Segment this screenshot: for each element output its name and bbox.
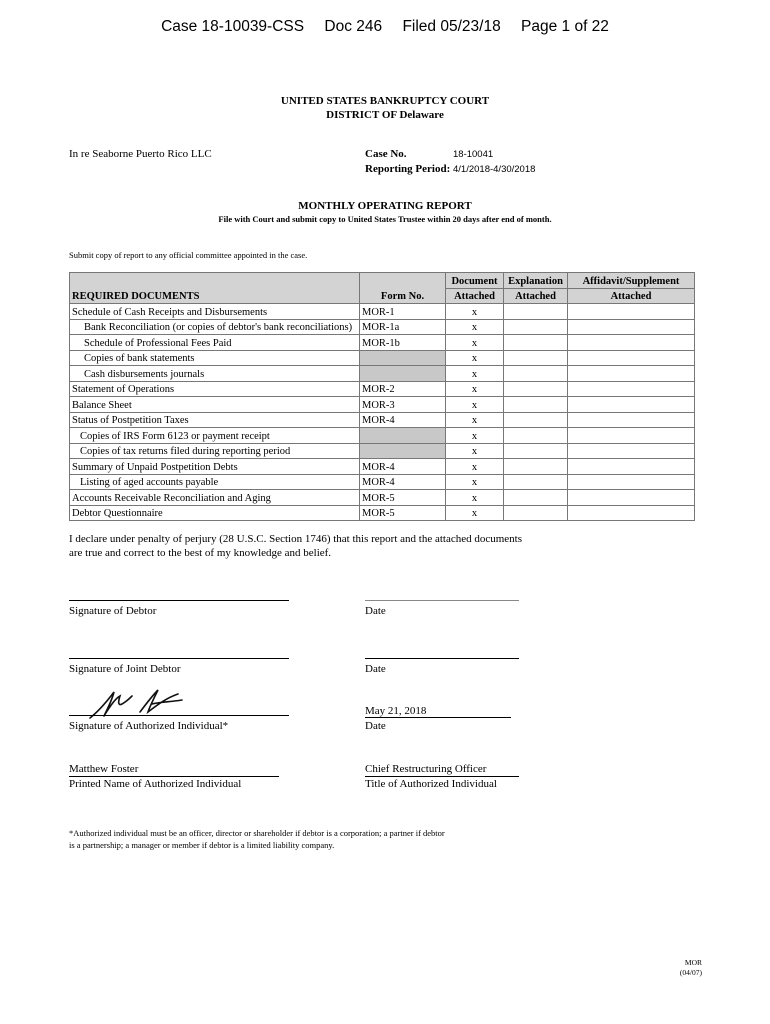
row-document: Copies of bank statements: [70, 350, 360, 366]
table-row: [70, 319, 695, 335]
row-explanation-cell[interactable]: [504, 350, 568, 366]
joint-debtor-signature-line[interactable]: [69, 658, 289, 659]
row-affidavit-cell[interactable]: [568, 428, 695, 444]
row-attached-checkbox[interactable]: x: [446, 304, 504, 320]
header-explanation-attached-2: Attached: [504, 288, 568, 304]
required-documents-table: [69, 272, 695, 521]
row-explanation-cell[interactable]: [504, 505, 568, 521]
printed-name-line: [69, 776, 279, 777]
row-affidavit-cell[interactable]: [568, 474, 695, 490]
row-affidavit-cell[interactable]: [568, 304, 695, 320]
stamp-page: Page 1 of 22: [521, 18, 609, 35]
header-required-documents: REQUIRED DOCUMENTS: [70, 273, 360, 304]
row-form: MOR-1b: [360, 335, 446, 351]
debtor-date-label: Date: [365, 605, 386, 617]
table-row: [70, 459, 695, 475]
row-attached-checkbox[interactable]: x: [446, 381, 504, 397]
row-attached-checkbox[interactable]: x: [446, 459, 504, 475]
row-form: MOR-4: [360, 412, 446, 428]
row-affidavit-cell[interactable]: [568, 505, 695, 521]
table-row: [70, 304, 695, 320]
row-form: MOR-3: [360, 397, 446, 413]
footnote-line-2: is a partnership; a manager or member if debtor is a limited liability company.: [69, 840, 335, 850]
row-document: Schedule of Professional Fees Paid: [70, 335, 360, 351]
row-form: MOR-4: [360, 459, 446, 475]
table-row: [70, 490, 695, 506]
row-explanation-cell[interactable]: [504, 304, 568, 320]
row-explanation-cell[interactable]: [504, 381, 568, 397]
row-affidavit-cell[interactable]: [568, 412, 695, 428]
debtor-date-line[interactable]: [365, 600, 519, 601]
row-document: Cash disbursements journals: [70, 366, 360, 382]
row-attached-checkbox[interactable]: x: [446, 335, 504, 351]
row-document: Summary of Unpaid Postpetition Debts: [70, 459, 360, 475]
in-re: In re Seaborne Puerto Rico LLC: [69, 148, 212, 160]
authorized-date-line: [365, 717, 511, 718]
table-row: [70, 350, 695, 366]
row-form: MOR-5: [360, 505, 446, 521]
row-affidavit-cell[interactable]: [568, 350, 695, 366]
joint-debtor-date-line[interactable]: [365, 658, 519, 659]
row-form: [360, 366, 446, 382]
row-explanation-cell[interactable]: [504, 319, 568, 335]
header-affidavit-1: Affidavit/Supplement: [568, 273, 695, 289]
row-attached-checkbox[interactable]: x: [446, 428, 504, 444]
row-attached-checkbox[interactable]: x: [446, 412, 504, 428]
joint-debtor-signature-label: Signature of Joint Debtor: [69, 663, 181, 675]
stamp-filed: Filed 05/23/18: [402, 18, 501, 35]
row-attached-checkbox[interactable]: x: [446, 443, 504, 459]
table-row: [70, 381, 695, 397]
row-explanation-cell[interactable]: [504, 366, 568, 382]
header-document-attached-2: Attached: [446, 288, 504, 304]
submit-note: Submit copy of report to any official committee appointed in the case.: [69, 250, 308, 260]
debtor-signature-label: Signature of Debtor: [69, 605, 157, 617]
row-explanation-cell[interactable]: [504, 490, 568, 506]
table-row: [70, 397, 695, 413]
row-affidavit-cell[interactable]: [568, 459, 695, 475]
row-document: Balance Sheet: [70, 397, 360, 413]
title-value[interactable]: Chief Restructuring Officer: [365, 763, 487, 775]
row-affidavit-cell[interactable]: [568, 381, 695, 397]
authorized-signature-label: Signature of Authorized Individual*: [69, 720, 229, 732]
row-document: Debtor Questionnaire: [70, 505, 360, 521]
debtor-signature-line[interactable]: [69, 600, 289, 601]
authorized-date-label: Date: [365, 720, 386, 732]
row-attached-checkbox[interactable]: x: [446, 474, 504, 490]
table-row: [70, 428, 695, 444]
row-form: MOR-1a: [360, 319, 446, 335]
report-subtitle: File with Court and submit copy to United States Trustee within 20 days after end of month.: [218, 214, 552, 224]
header-explanation-attached-1: Explanation: [504, 273, 568, 289]
handwritten-signature-icon: [86, 686, 186, 722]
court-district: DISTRICT OF Delaware: [326, 109, 444, 121]
row-document: Accounts Receivable Reconciliation and Aging: [70, 490, 360, 506]
table-row: [70, 505, 695, 521]
joint-debtor-date-label: Date: [365, 663, 386, 675]
row-explanation-cell[interactable]: [504, 428, 568, 444]
row-form: MOR-2: [360, 381, 446, 397]
table-row: [70, 366, 695, 382]
row-explanation-cell[interactable]: [504, 474, 568, 490]
row-form: [360, 350, 446, 366]
row-attached-checkbox[interactable]: x: [446, 319, 504, 335]
printed-name-value[interactable]: Matthew Foster: [69, 763, 139, 775]
row-affidavit-cell[interactable]: [568, 335, 695, 351]
row-affidavit-cell[interactable]: [568, 319, 695, 335]
reporting-period-label: Reporting Period:: [365, 163, 451, 175]
row-attached-checkbox[interactable]: x: [446, 366, 504, 382]
case-no: 18-10041: [453, 149, 494, 160]
table-row: [70, 474, 695, 490]
form-ref-date: (04/07): [679, 968, 702, 977]
table-row: [70, 335, 695, 351]
case-no-label: Case No.: [365, 148, 407, 160]
row-affidavit-cell[interactable]: [568, 397, 695, 413]
court-name: UNITED STATES BANKRUPTCY COURT: [280, 95, 490, 107]
row-document: Bank Reconciliation (or copies of debtor's bank reconciliations): [70, 319, 360, 335]
title-line: [365, 776, 519, 777]
row-explanation-cell[interactable]: [504, 335, 568, 351]
table-row: [70, 412, 695, 428]
row-affidavit-cell[interactable]: [568, 490, 695, 506]
authorized-signature-line[interactable]: [69, 715, 289, 716]
report-title: MONTHLY OPERATING REPORT: [298, 200, 472, 212]
row-explanation-cell[interactable]: [504, 397, 568, 413]
row-explanation-cell[interactable]: [504, 412, 568, 428]
row-form: [360, 428, 446, 444]
row-affidavit-cell[interactable]: [568, 443, 695, 459]
row-explanation-cell[interactable]: [504, 443, 568, 459]
declaration-line-1: I declare under penalty of perjury (28 U.S.C. Section 1746) that this report and the attached documents: [69, 533, 523, 545]
stamp-doc: Doc 246: [324, 18, 383, 35]
title-label: Title of Authorized Individual: [365, 778, 497, 790]
row-explanation-cell[interactable]: [504, 459, 568, 475]
row-document: Statement of Operations: [70, 381, 360, 397]
row-document: Listing of aged accounts payable: [70, 474, 360, 490]
header-affidavit-2: Attached: [568, 288, 695, 304]
row-form: MOR-5: [360, 490, 446, 506]
form-ref-mor: MOR: [684, 958, 702, 967]
row-form: MOR-4: [360, 474, 446, 490]
stamp-case: Case 18-10039-CSS: [161, 18, 305, 35]
row-document: Schedule of Cash Receipts and Disbursements: [70, 304, 360, 320]
table-row: [70, 443, 695, 459]
row-form: MOR-1: [360, 304, 446, 320]
row-attached-checkbox[interactable]: x: [446, 505, 504, 521]
row-form: [360, 443, 446, 459]
declaration-line-2: are true and correct to the best of my knowledge and belief.: [69, 547, 332, 559]
row-attached-checkbox[interactable]: x: [446, 490, 504, 506]
reporting-period: 4/1/2018-4/30/2018: [453, 164, 536, 175]
header-document-attached-1: Document: [446, 273, 504, 289]
header-form-no: Form No.: [360, 273, 446, 304]
row-attached-checkbox[interactable]: x: [446, 397, 504, 413]
row-attached-checkbox[interactable]: x: [446, 350, 504, 366]
filing-stamp: [0, 18, 770, 36]
row-document: Copies of IRS Form 6123 or payment receipt: [70, 428, 360, 444]
row-document: Copies of tax returns filed during reporting period: [70, 443, 360, 459]
authorized-date-value[interactable]: May 21, 2018: [365, 705, 427, 717]
row-document: Status of Postpetition Taxes: [70, 412, 360, 428]
table-header-row: [70, 273, 695, 289]
row-affidavit-cell[interactable]: [568, 366, 695, 382]
printed-name-label: Printed Name of Authorized Individual: [69, 778, 242, 790]
footnote-line-1: *Authorized individual must be an officer, director or shareholder if debtor is a corporation; a partner if debtor: [69, 828, 445, 838]
